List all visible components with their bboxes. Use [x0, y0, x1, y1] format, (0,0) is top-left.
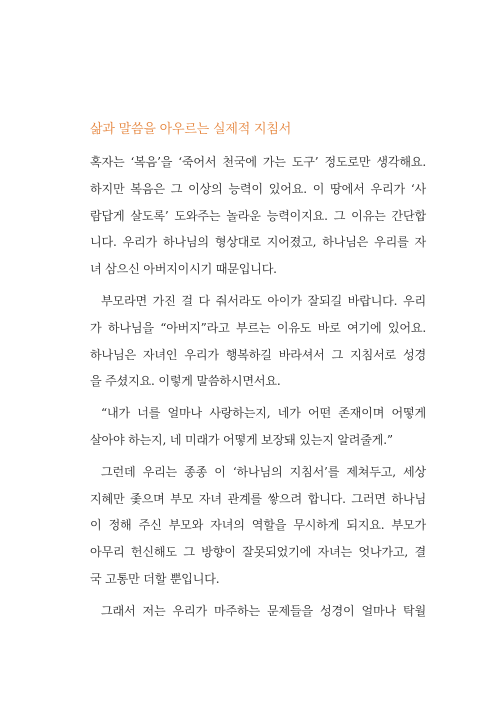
paragraph-quote: [90, 400, 426, 454]
text-line: 람답게 살도록’ 도와주는 놀라운 능력이지요. 그 이유는 간단합: [90, 208, 426, 223]
text-line: 녀 삼으신 아버지이시기 때문입니다.: [90, 262, 277, 277]
text-line: 부모라면 가진 걸 다 줘서라도 아이가 잘되길 바랍니다. 우리: [101, 293, 426, 308]
text-line: 이 정해 주신 부모와 자녀의 역할을 무시하게 되지요. 부모가: [90, 518, 426, 533]
text-line: 국 고통만 더할 뿐입니다.: [90, 571, 220, 586]
text-line: 지혜만 좇으며 부모 자녀 관계를 쌓으려 합니다. 그러면 하나님: [90, 491, 426, 506]
text-line: 그런데 우리는 종종 이 ‘하나님의 지침서’를 제쳐두고, 세상: [101, 464, 426, 479]
text-line: 니다. 우리가 하나님의 형상대로 지어졌고, 하나님은 우리를 자: [90, 235, 426, 250]
paragraph-2: [90, 288, 426, 395]
paragraph-1: [90, 149, 426, 283]
text-line: 을 주셨지요. 이렇게 말씀하시면서요.: [90, 374, 281, 389]
text-line: 아무리 헌신해도 그 방향이 잘못되었기에 자녀는 엇나가고, 결: [90, 545, 426, 560]
text-line: 하지만 복음은 그 이상의 능력이 있어요. 이 땅에서 우리가 ‘사: [90, 181, 426, 196]
paragraph-3: [90, 459, 426, 593]
text-line: 혹자는 ‘복음’을 ‘죽어서 천국에 가는 도구’ 정도로만 생각해요.: [90, 155, 426, 169]
text-line: 하나님은 자녀인 우리가 행복하길 바라셔서 그 지침서로 성경: [90, 347, 426, 362]
paragraph-4: [90, 598, 426, 625]
body-text: [90, 149, 426, 630]
section-heading: 삶과 말씀을 아우르는 실제적 지침서: [90, 122, 292, 137]
text-line: “내가 너를 얼마나 사랑하는지, 네가 어떤 존재이며 어떻게: [101, 406, 426, 421]
text-line: 가 하나님을 “아버지”라고 부르는 이유도 바로 여기에 있어요.: [90, 320, 426, 335]
text-line: 살아야 하는지, 네 미래가 어떻게 보장돼 있는지 알려줄게.”: [90, 432, 393, 447]
text-line: 그래서 저는 우리가 마주하는 문제들을 성경이 얼마나 탁월: [101, 603, 426, 618]
